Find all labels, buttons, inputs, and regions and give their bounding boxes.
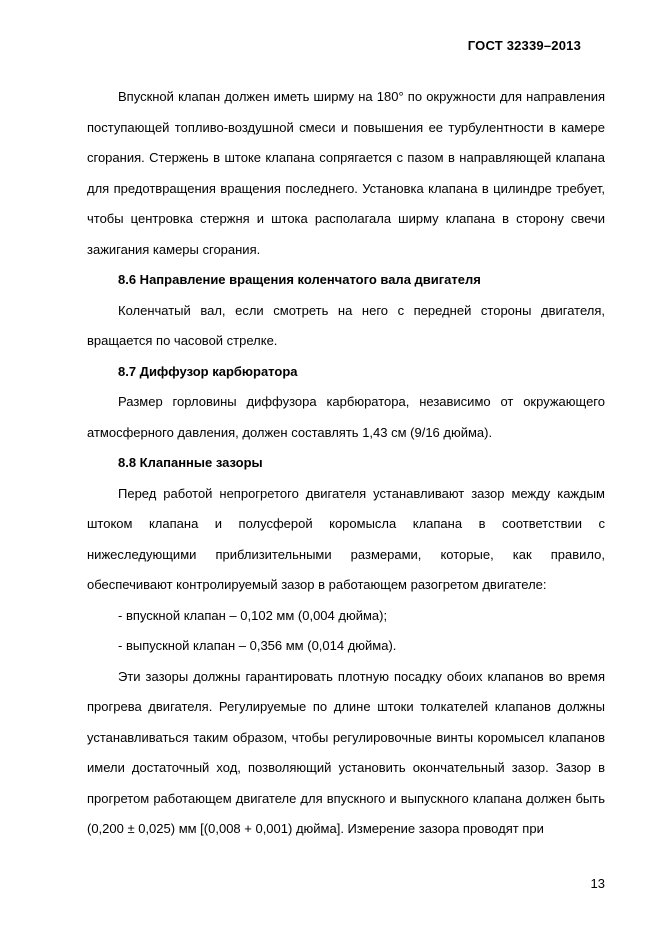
list-item-intake: - впускной клапан – 0,102 мм (0,004 дюйма); (118, 607, 388, 623)
section-heading-8-6: 8.6 Направление вращения коленчатого вала двигателя (118, 272, 481, 287)
list-item-exhaust: - выпускной клапан – 0,356 мм (0,014 дюйма). (118, 638, 397, 653)
section-heading-8-7: 8.7 Диффузор карбюратора (118, 363, 298, 379)
paragraph-clearance-details: Эти зазоры должны гарантировать плотную посадку обоих клапанов во время прогрева двигателя. Регулируемые по длине штоки толкателей клапанов должны устанавливаться таким образом, чтобы регулировочные винты коромысел клапанов имели достаточный ход, позволяющий установить окончательный зазор. Зазор в прогретом работающем двигателе для впускного и выпускного клапана должен быть (0,200 ± 0,025) мм [(0,008 + 0,001) дюйма]. Измерение зазора проводят при (87, 668, 605, 836)
document-body (87, 82, 605, 845)
section-heading-8-8: 8.8 Клапанные зазоры (118, 455, 263, 470)
document-header: ГОСТ 32339–2013 (467, 38, 581, 53)
paragraph-crankshaft: Коленчатый вал, если смотреть на него с передней стороны двигателя, вращается по часовой стрелке. (87, 302, 605, 348)
paragraph-carburetor: Размер горловины диффузора карбюратора, независимо от окружающего атмосферного давления, должен составлять 1,43 см (9/16 дюйма). (87, 394, 605, 440)
paragraph-intake-valve: Впускной клапан должен иметь ширму на 180° по окружности для направления поступающей топливо-воздушной смеси и повышения ее турбулентности в камере сгорания. Стержень в штоке клапана сопрягается с пазом в направляющей клапана для предотвращения вращения последнего. Установка клапана в цилиндре требует, чтобы центровка стержня и штока располагала ширму клапана в сторону свечи зажигания камеры сгорания. (87, 89, 605, 257)
paragraph-valve-clearance: Перед работой непрогретого двигателя устанавливают зазор между каждым штоком клапана и полусферой коромысла клапана в соответствии с нижеследующими приблизительными размерами, которые, как правило, обеспечивают контролируемый зазор в работающем разогретом двигателе: (87, 485, 605, 592)
page-number: 13 (590, 876, 605, 891)
